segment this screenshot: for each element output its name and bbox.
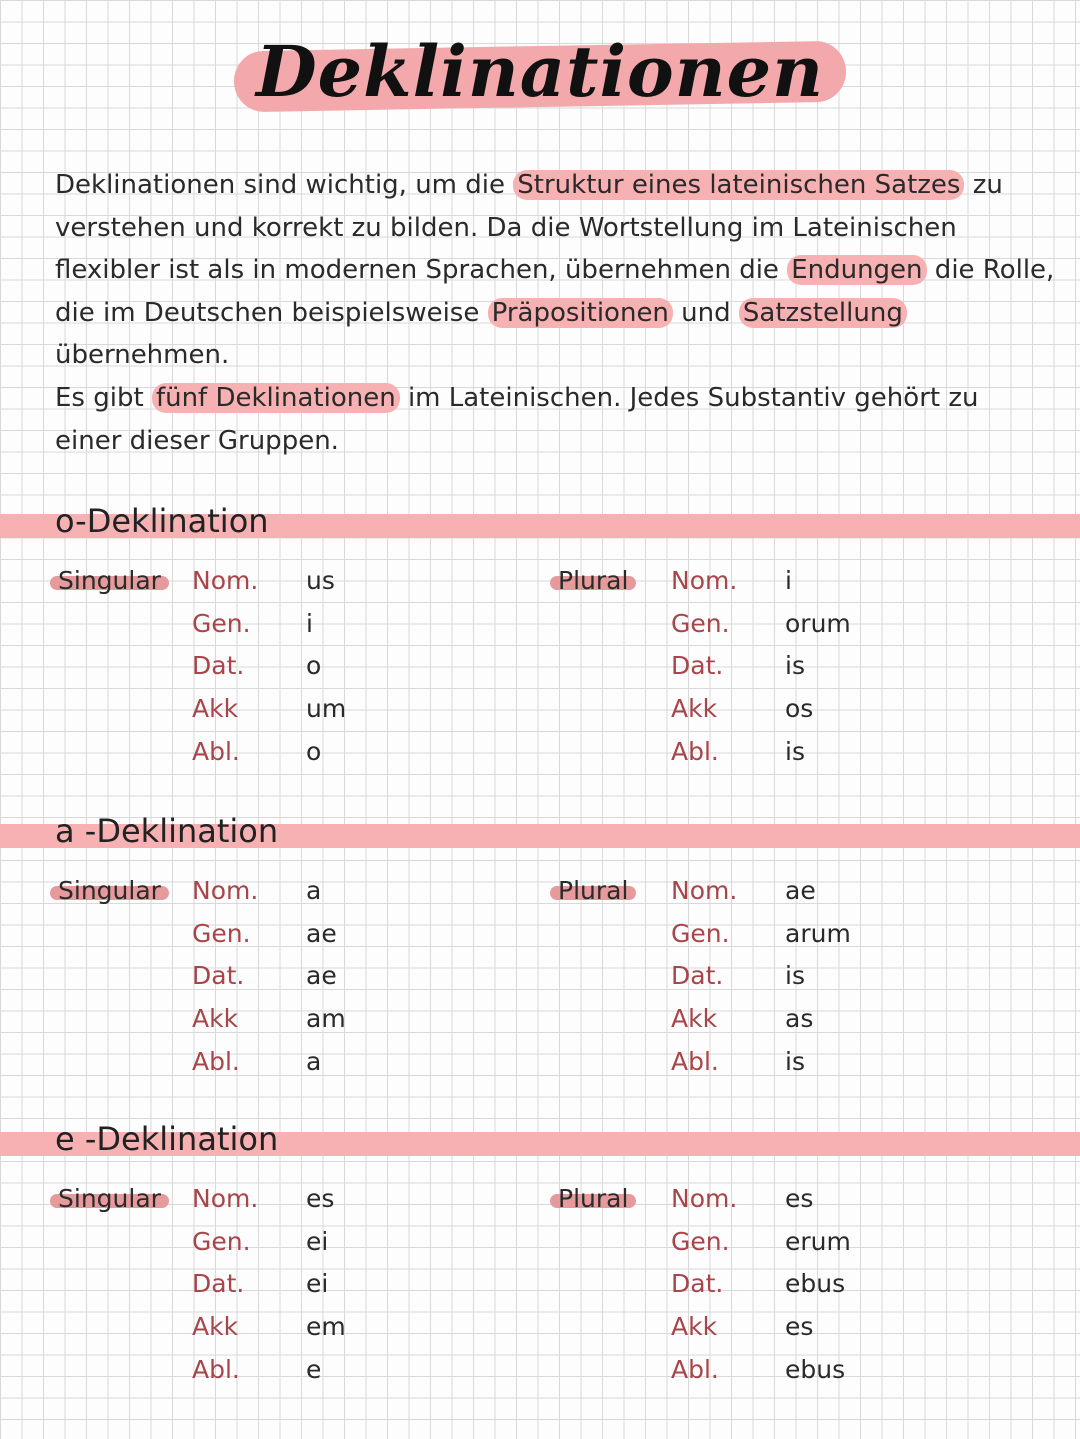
highlighted-term: Präpositionen bbox=[488, 298, 673, 328]
ending-value: es bbox=[306, 1184, 335, 1213]
intro-text: verstehen und korrekt zu bilden. Da die Wortstellung im Lateinischen bbox=[55, 212, 957, 243]
ending-value: o bbox=[306, 736, 322, 766]
case-label: Akk bbox=[671, 1312, 718, 1342]
singular-label: Singular bbox=[50, 1184, 169, 1213]
plural-row bbox=[671, 609, 931, 649]
ending-value: is bbox=[785, 1046, 805, 1076]
ending-value: i bbox=[306, 608, 313, 638]
ending-value: o bbox=[306, 651, 322, 681]
section-title: o-Deklination bbox=[55, 502, 269, 540]
case-label: Akk bbox=[192, 1312, 239, 1342]
case-label: Dat. bbox=[671, 651, 724, 681]
singular-label: Singular bbox=[50, 566, 169, 595]
case-label: Dat. bbox=[192, 651, 245, 681]
plural-row bbox=[671, 651, 931, 691]
case-label: Gen. bbox=[671, 608, 730, 638]
ending-value: arum bbox=[785, 918, 851, 948]
case-label: Nom. bbox=[192, 566, 259, 595]
singular-row bbox=[192, 1312, 452, 1352]
case-label: Dat. bbox=[192, 1269, 245, 1299]
ending-value: is bbox=[785, 736, 805, 766]
case-label: Nom. bbox=[671, 1184, 738, 1213]
singular-row bbox=[192, 1269, 452, 1309]
case-label: Abl. bbox=[671, 1046, 719, 1076]
section-title: a -Deklination bbox=[55, 812, 279, 850]
case-label: Gen. bbox=[192, 608, 251, 638]
intro-text: zu bbox=[964, 170, 1003, 200]
highlighted-term: Endungen bbox=[787, 255, 926, 285]
case-label: Abl. bbox=[192, 1354, 240, 1384]
intro-line bbox=[55, 420, 1025, 463]
plural-label: Plural bbox=[550, 566, 636, 595]
case-label: Akk bbox=[192, 1004, 239, 1034]
case-label: Akk bbox=[671, 1004, 718, 1034]
case-label: Dat. bbox=[671, 961, 724, 991]
plural-row bbox=[671, 1355, 931, 1395]
case-label: Abl. bbox=[671, 736, 719, 766]
plural-row bbox=[671, 1227, 931, 1267]
singular-row bbox=[192, 1184, 452, 1224]
plural-row bbox=[671, 919, 931, 959]
case-label: Gen. bbox=[192, 918, 251, 948]
case-label: Abl. bbox=[192, 1046, 240, 1076]
plural-row bbox=[671, 566, 931, 606]
plural-row bbox=[671, 737, 931, 777]
section-title: e -Deklination bbox=[55, 1120, 279, 1158]
ending-value: ae bbox=[306, 961, 337, 991]
intro-text: im Lateinischen. Jedes Substantiv gehört zu bbox=[399, 382, 979, 413]
ending-value: a bbox=[306, 1046, 322, 1076]
singular-label: Singular bbox=[50, 876, 169, 905]
ending-value: erum bbox=[785, 1226, 851, 1256]
plural-row bbox=[671, 876, 931, 916]
ending-value: us bbox=[306, 566, 335, 595]
case-label: Dat. bbox=[671, 1269, 724, 1299]
plural-row bbox=[671, 1004, 931, 1044]
highlighted-term: Satzstellung bbox=[739, 298, 907, 328]
ending-value: ae bbox=[306, 918, 337, 948]
ending-value: ei bbox=[306, 1226, 329, 1256]
intro-text: flexibler ist als in modernen Sprachen, übernehmen die bbox=[55, 255, 788, 286]
singular-row bbox=[192, 876, 452, 916]
ending-value: os bbox=[785, 694, 814, 724]
singular-row bbox=[192, 961, 452, 1001]
case-label: Nom. bbox=[671, 876, 738, 905]
page-title: Deklinationen bbox=[242, 30, 838, 113]
intro-text: die Rolle, bbox=[926, 255, 1055, 286]
ending-value: is bbox=[785, 961, 805, 991]
plural-row bbox=[671, 1312, 931, 1352]
intro-line bbox=[55, 164, 1025, 207]
intro-line bbox=[55, 377, 1025, 420]
plural-row bbox=[671, 961, 931, 1001]
ending-value: es bbox=[785, 1312, 814, 1342]
case-label: Akk bbox=[671, 694, 718, 724]
intro-line bbox=[55, 207, 1025, 250]
intro-text: übernehmen. bbox=[55, 340, 230, 371]
ending-value: ei bbox=[306, 1269, 329, 1299]
intro-text: Deklinationen sind wichtig, um die bbox=[55, 170, 514, 200]
singular-row bbox=[192, 919, 452, 959]
intro-text: Es gibt bbox=[55, 382, 152, 413]
case-label: Abl. bbox=[671, 1354, 719, 1384]
case-label: Nom. bbox=[192, 876, 259, 905]
intro-text: einer dieser Gruppen. bbox=[55, 425, 339, 456]
intro-text: die im Deutschen beispielsweise bbox=[55, 297, 488, 328]
singular-row bbox=[192, 566, 452, 606]
case-label: Gen. bbox=[671, 918, 730, 948]
singular-row bbox=[192, 1227, 452, 1267]
ending-value: as bbox=[785, 1004, 814, 1034]
ending-value: es bbox=[785, 1184, 814, 1213]
singular-row bbox=[192, 1355, 452, 1395]
plural-row bbox=[671, 694, 931, 734]
ending-value: em bbox=[306, 1312, 346, 1342]
ending-value: am bbox=[306, 1004, 346, 1034]
plural-row bbox=[671, 1269, 931, 1309]
ending-value: a bbox=[306, 876, 322, 905]
case-label: Gen. bbox=[671, 1226, 730, 1256]
intro-text: und bbox=[672, 297, 739, 328]
plural-row bbox=[671, 1184, 931, 1224]
ending-value: um bbox=[306, 694, 347, 724]
ending-value: ebus bbox=[785, 1354, 846, 1384]
intro-line bbox=[55, 292, 1025, 335]
singular-row bbox=[192, 609, 452, 649]
singular-row bbox=[192, 694, 452, 734]
plural-label: Plural bbox=[550, 1184, 636, 1213]
singular-row bbox=[192, 1047, 452, 1087]
singular-row bbox=[192, 737, 452, 777]
intro-line bbox=[55, 249, 1055, 292]
case-label: Nom. bbox=[192, 1184, 259, 1213]
case-label: Nom. bbox=[671, 566, 738, 595]
ending-value: e bbox=[306, 1354, 322, 1384]
case-label: Dat. bbox=[192, 961, 245, 991]
singular-row bbox=[192, 1004, 452, 1044]
ending-value: i bbox=[785, 566, 792, 595]
highlighted-term: fünf Deklinationen bbox=[152, 383, 400, 413]
highlighted-term: Struktur eines lateinischen Satzes bbox=[513, 170, 964, 200]
title-area bbox=[0, 30, 1080, 113]
intro-paragraph bbox=[55, 164, 1055, 462]
case-label: Abl. bbox=[192, 736, 240, 766]
case-label: Akk bbox=[192, 694, 239, 724]
ending-value: is bbox=[785, 651, 805, 681]
plural-label: Plural bbox=[550, 876, 636, 905]
ending-value: ebus bbox=[785, 1269, 846, 1299]
ending-value: orum bbox=[785, 608, 851, 638]
case-label: Gen. bbox=[192, 1226, 251, 1256]
singular-row bbox=[192, 651, 452, 691]
plural-row bbox=[671, 1047, 931, 1087]
intro-line bbox=[55, 334, 1025, 377]
ending-value: ae bbox=[785, 876, 816, 905]
